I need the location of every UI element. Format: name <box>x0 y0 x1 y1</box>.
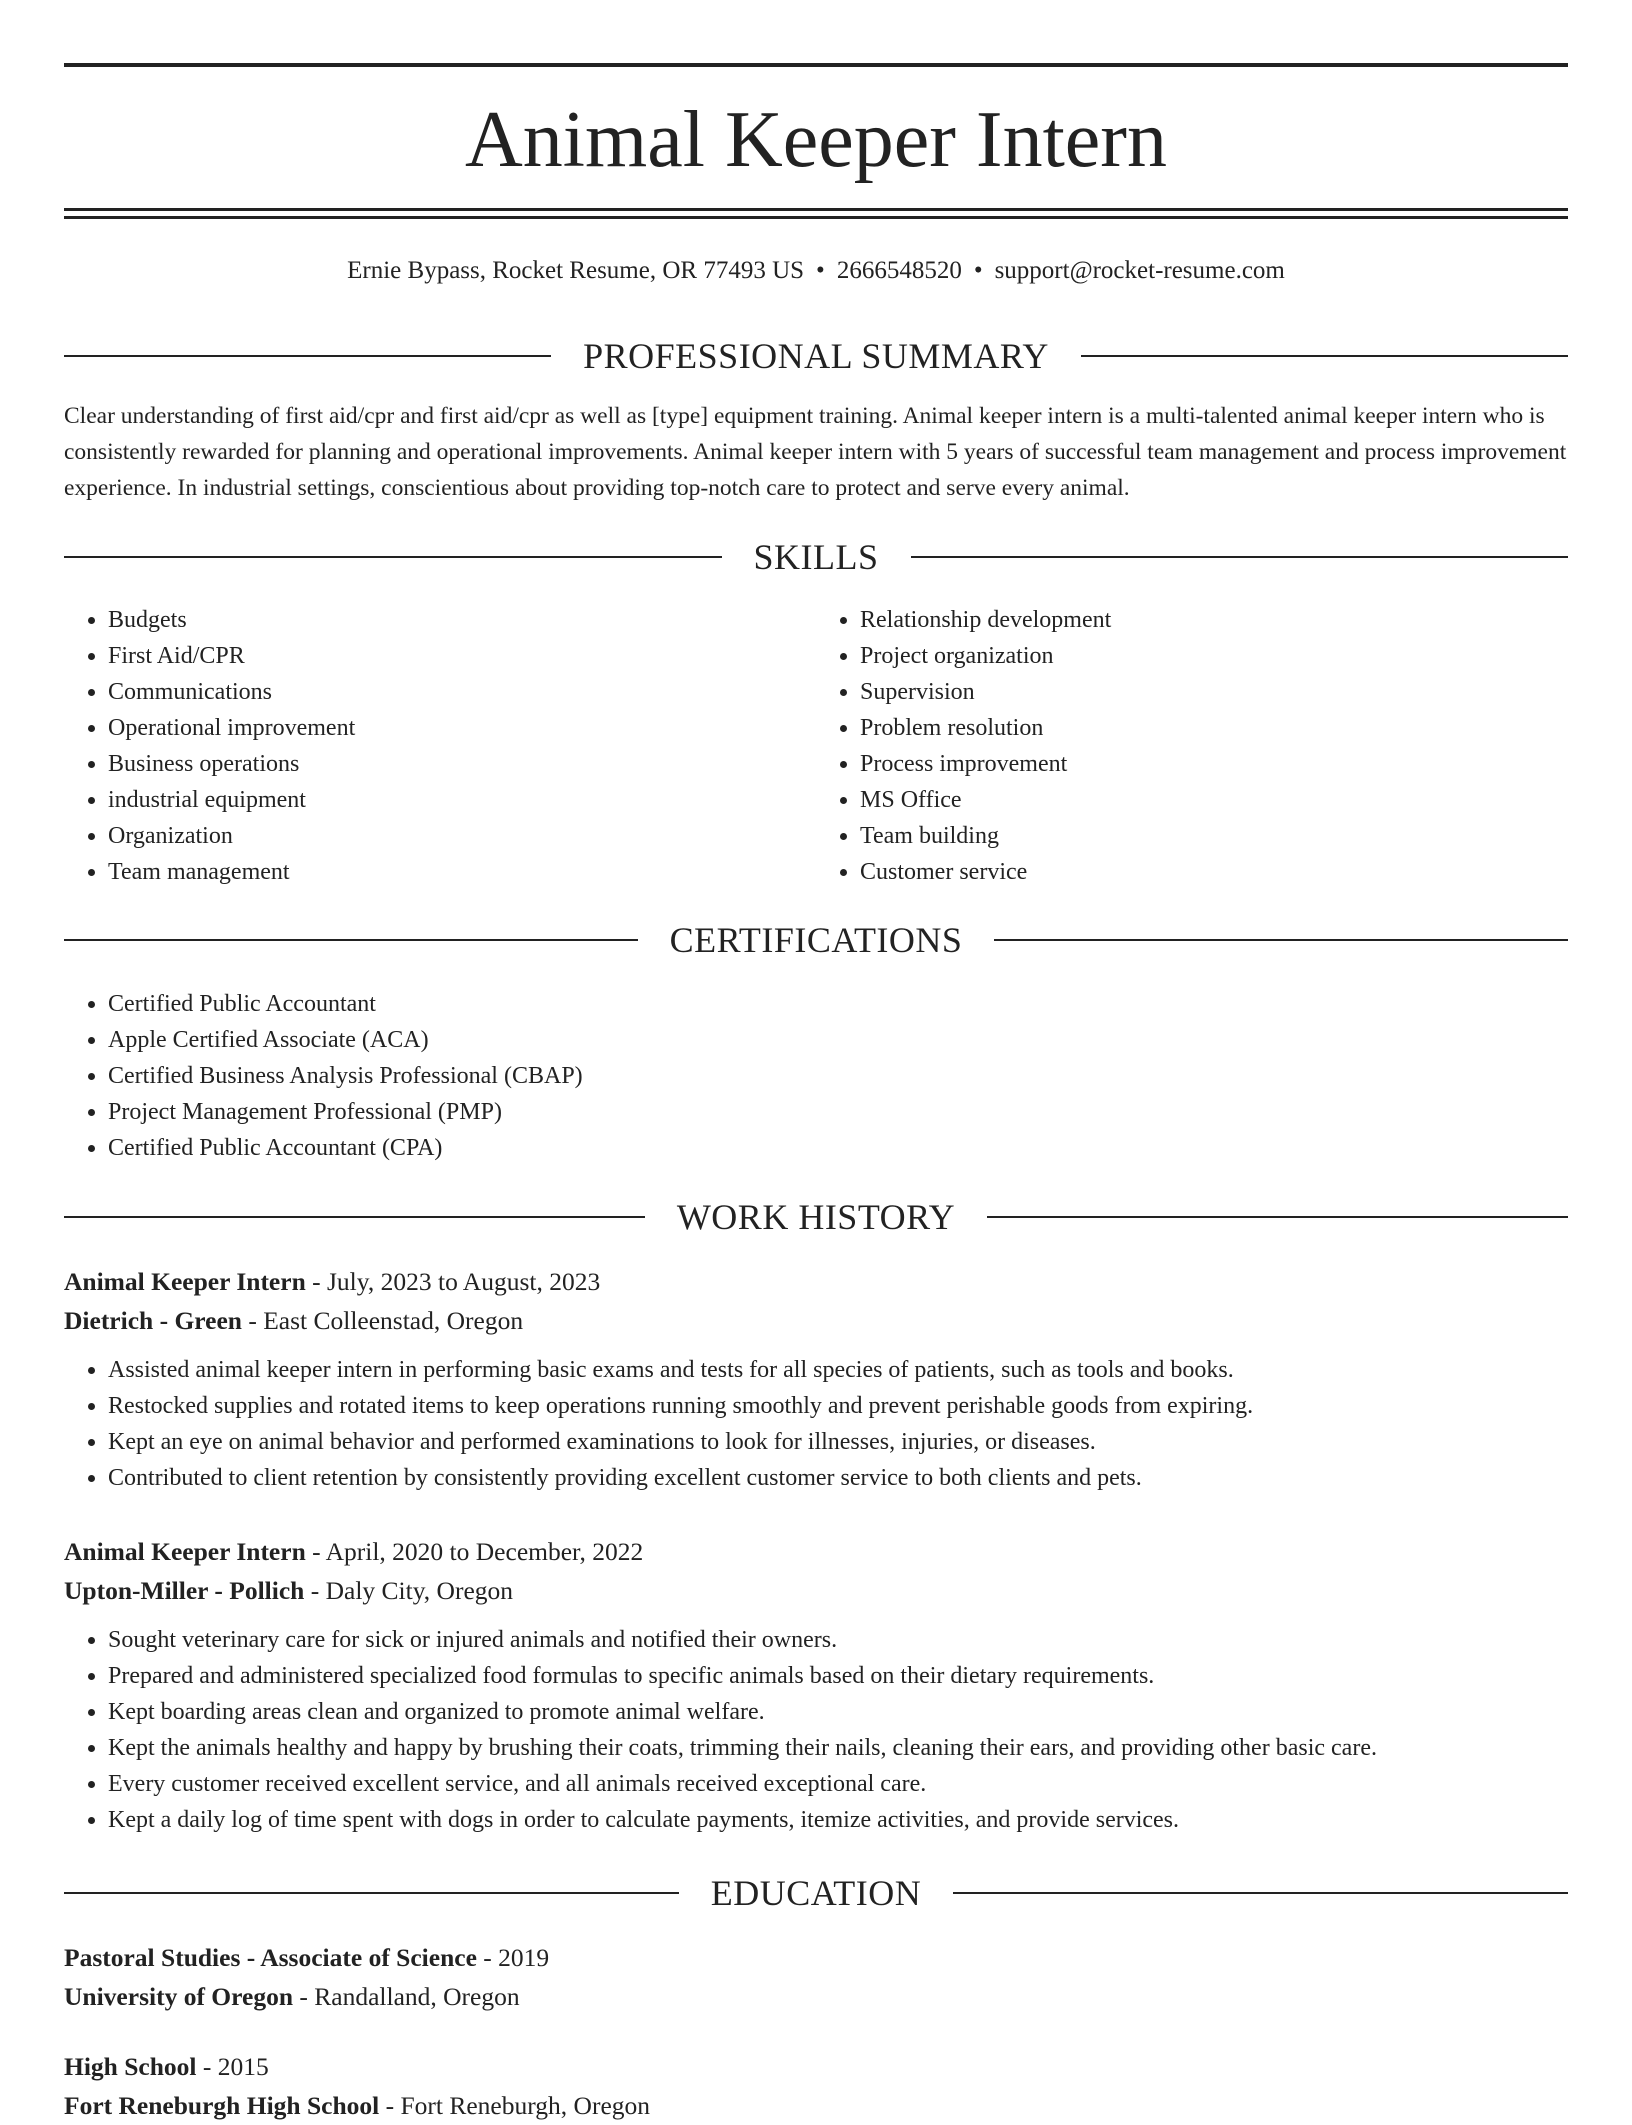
education-year: - 2019 <box>476 1943 550 1972</box>
job-bullet: • Prepared and administered specialized food formulas to specific animals based on their dietary requirements. <box>108 1658 1568 1694</box>
education-degree-line <box>64 2047 1568 2086</box>
job-entry <box>64 1262 1568 1496</box>
skill-item: • Problem resolution <box>860 710 1568 746</box>
skill-item: • Relationship development <box>860 602 1568 638</box>
skill-item: • Organization <box>108 818 816 854</box>
certifications-heading-text: CERTIFICATIONS <box>669 920 963 960</box>
skill-item: • Supervision <box>860 674 1568 710</box>
skill-item: • First Aid/CPR <box>108 638 816 674</box>
skills-heading-text: SKILLS <box>753 537 879 577</box>
job-title-line <box>64 1532 1568 1571</box>
job-bullet: • Kept a daily log of time spent with dogs in order to calculate payments, itemize activities, and provide services. <box>108 1802 1568 1838</box>
education-degree: Pastoral Studies - Associate of Science <box>64 1943 477 1972</box>
skill-item: • industrial equipment <box>108 782 816 818</box>
skills-column-right <box>816 602 1568 890</box>
certifications-list <box>64 986 1568 1166</box>
skill-item: • Project organization <box>860 638 1568 674</box>
job-dates: - July, 2023 to August, 2023 <box>305 1267 601 1296</box>
job-bullet: • Kept boarding areas clean and organized to promote animal welfare. <box>108 1694 1568 1730</box>
certification-item: • Certified Business Analysis Professional (CBAP) <box>108 1058 1568 1094</box>
skills-heading <box>64 535 1568 579</box>
summary-text: Clear understanding of first aid/cpr and first aid/cpr as well as [type] equipment training. Animal keeper intern is a multi-talented animal keeper intern who is consistently rewarded for planning and operational improvements. Animal keeper intern with 5 years of successful team management and process improvement experience. In industrial settings, conscientious about providing top-notch care to protect and serve every animal. <box>64 403 1567 501</box>
skill-item: • Team building <box>860 818 1568 854</box>
contact-address: Ernie Bypass, Rocket Resume, OR 77493 US <box>347 257 805 284</box>
education-location: - Randalland, Oregon <box>293 1982 520 2011</box>
job-bullet: • Assisted animal keeper intern in performing basic exams and tests for all species of patients, such as tools and books. <box>108 1352 1568 1388</box>
skill-item: • MS Office <box>860 782 1568 818</box>
skills-column-left <box>64 602 816 890</box>
job-bullet: • Sought veterinary care for sick or injured animals and notified their owners. <box>108 1622 1568 1658</box>
heading-rule-left <box>64 556 722 558</box>
skill-item: • Customer service <box>860 854 1568 890</box>
skill-item: • Team management <box>108 854 816 890</box>
certification-item: • Certified Public Accountant <box>108 986 1568 1022</box>
job-bullet: • Kept an eye on animal behavior and performed examinations to look for illnesses, injuries, or diseases. <box>108 1424 1568 1460</box>
heading-rule-left <box>64 939 638 941</box>
header-rule-double-lower <box>64 216 1568 219</box>
job-company: Upton-Miller - Pollich <box>64 1576 305 1605</box>
job-title-line <box>64 1262 1568 1301</box>
education-entry <box>64 1938 1568 2016</box>
work-history-heading-text: WORK HISTORY <box>676 1197 956 1237</box>
job-bullet: • Every customer received excellent service, and all animals received exceptional care. <box>108 1766 1568 1802</box>
job-location: - Daly City, Oregon <box>304 1576 514 1605</box>
heading-rule-left <box>64 355 551 357</box>
certification-item: • Certified Public Accountant (CPA) <box>108 1130 1568 1166</box>
job-title: Animal Keeper Intern <box>64 1537 306 1566</box>
skills-list <box>64 602 1568 890</box>
education-entry <box>64 2047 1568 2125</box>
skill-item: • Business operations <box>108 746 816 782</box>
skill-item: • Budgets <box>108 602 816 638</box>
certification-item: • Project Management Professional (PMP) <box>108 1094 1568 1130</box>
education-school: Fort Reneburgh High School <box>64 2091 380 2120</box>
work-history-heading <box>64 1195 1568 1239</box>
summary-heading-text: PROFESSIONAL SUMMARY <box>583 336 1049 376</box>
heading-rule-right <box>1081 355 1568 357</box>
education-degree-line <box>64 1938 1568 1977</box>
candidate-name: Animal Keeper Intern <box>465 96 1167 184</box>
job-dates: - April, 2020 to December, 2022 <box>305 1537 644 1566</box>
contact-separator: • <box>816 257 825 284</box>
heading-rule-right <box>987 1216 1568 1218</box>
education-school: University of Oregon <box>64 1982 294 2011</box>
contact-phone: 2666548520 <box>836 257 962 284</box>
job-bullet: • Kept the animals healthy and happy by brushing their coats, trimming their nails, cleaning their ears, and providing other basic care. <box>108 1730 1568 1766</box>
skill-item: • Communications <box>108 674 816 710</box>
job-bullets <box>64 1622 1568 1838</box>
heading-rule-left <box>64 1216 645 1218</box>
education-school-line <box>64 1977 1568 2016</box>
skill-item: • Operational improvement <box>108 710 816 746</box>
job-location: - East Colleenstad, Oregon <box>241 1306 524 1335</box>
contact-separator: • <box>973 257 983 284</box>
header-rule-top <box>64 63 1568 67</box>
certification-item: • Apple Certified Associate (ACA) <box>108 1022 1568 1058</box>
contact-line <box>64 254 1568 288</box>
certifications-heading <box>64 918 1568 962</box>
heading-rule-left <box>64 1892 679 1894</box>
education-year: - 2015 <box>196 2052 269 2081</box>
education-school-line <box>64 2086 1568 2125</box>
education-location: - Fort Reneburgh, Oregon <box>379 2091 651 2120</box>
job-title: Animal Keeper Intern <box>64 1267 306 1296</box>
job-company-line <box>64 1571 1568 1610</box>
education-heading <box>64 1871 1568 1915</box>
skill-item: • Process improvement <box>860 746 1568 782</box>
job-bullet: • Contributed to client retention by consistently providing excellent customer service to both clients and pets. <box>108 1460 1568 1496</box>
heading-rule-right <box>994 939 1568 941</box>
education-heading-text: EDUCATION <box>710 1873 922 1913</box>
job-company: Dietrich - Green <box>64 1306 242 1335</box>
header-rule-double-upper <box>64 208 1568 211</box>
heading-rule-right <box>953 1892 1568 1894</box>
job-bullets <box>64 1352 1568 1496</box>
job-company-line <box>64 1301 1568 1340</box>
education-degree: High School <box>64 2052 197 2081</box>
contact-email[interactable]: support@rocket-resume.com <box>994 257 1285 284</box>
job-entry <box>64 1532 1568 1838</box>
heading-rule-right <box>911 556 1569 558</box>
job-bullet: • Restocked supplies and rotated items to keep operations running smoothly and prevent perishable goods from expiring. <box>108 1388 1568 1424</box>
summary-heading <box>64 334 1568 378</box>
